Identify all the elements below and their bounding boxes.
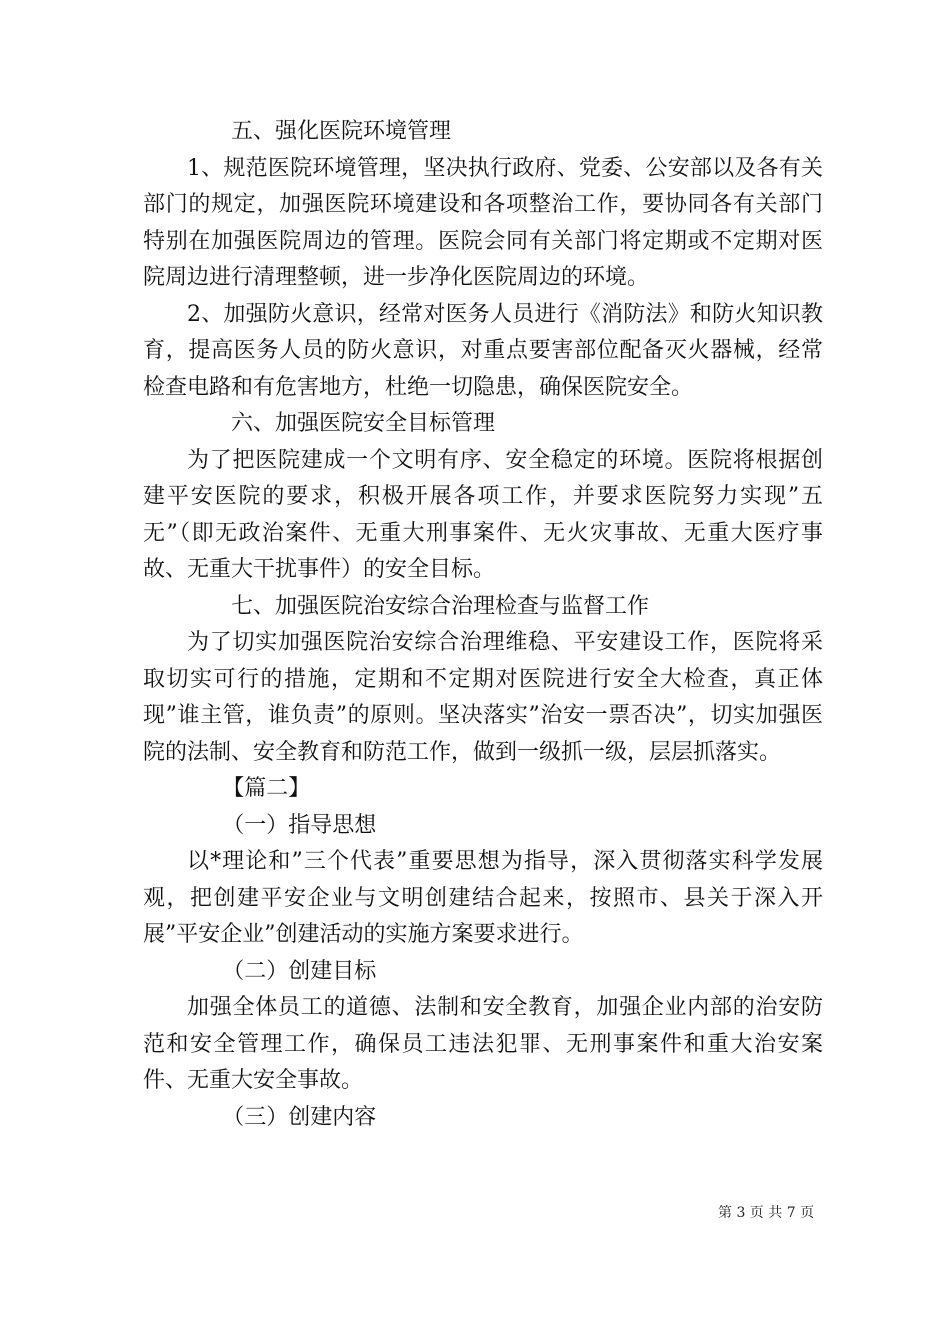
section-heading-7: 七、加强医院治安综合治理检查与监督工作 <box>231 593 650 619</box>
paragraph-guiding-ideology: 以*理论和”三个代表”重要思想为指导，深入贯彻落实科学发展观，把创建平安企业与文明创建结合起来，按照市、县关于深入开展”平安企业”创建活动的实施方案要求进行。 <box>143 849 823 947</box>
paragraph-fire-awareness: 2、加强防火意识，经常对医务人员进行《消防法》和防火知识教育，提高医务人员的防火意识，对重点要害部位配备灭火器械，经常检查电路和有危害地方，杜绝一切隐患，确保医院安全。 <box>143 301 823 400</box>
paragraph-goals: 加强全体员工的道德、法制和安全教育，加强企业内部的治安防范和安全管理工作，确保员工违法犯罪、无刑事案件和重大治安案件、无重大安全事故。 <box>143 995 823 1093</box>
section-heading-6: 六、加强医院安全目标管理 <box>231 411 496 436</box>
paragraph-safety-goals: 为了把医院建成一个文明有序、安全稳定的环境。医院将根据创建平安医院的要求，积极开展各项工作，并要求医院努力实现”五无”（即无政治案件、无重大刑事案件、无火灾事故、无重大医疗事故、无重大干扰事件）的安全目标。 <box>143 447 823 582</box>
subheading-guiding-ideology: （一）指导思想 <box>222 812 377 838</box>
document-body <box>143 114 823 1136</box>
part-two-heading: 【篇二】 <box>222 776 311 801</box>
paragraph-inspection-supervision: 为了切实加强医院治安综合治理维稳、平安建设工作，医院将采取切实可行的措施，定期和不定期对医院进行安全大检查，真正体现”谁主管，谁负责”的原则。坚决落实”治安一票否决”，切实加强医院的法制、安全教育和防范工作，做到一级抓一级，层层抓落实。 <box>143 630 823 765</box>
subheading-content: （三）创建内容 <box>222 1104 377 1130</box>
page-number-footer: 第 3 页 共 7 页 <box>718 1205 815 1221</box>
section-heading-5: 五、强化医院环境管理 <box>231 119 452 144</box>
paragraph-environment-management: 1、规范医院环境管理，坚决执行政府、党委、公安部以及各有关部门的规定，加强医院环境建设和各项整治工作，要协同各有关部门特别在加强医院周边的管理。医院会同有关部门将定期或不定期对医院周边进行清理整顿，进一步净化医院周边的环境。 <box>143 155 823 290</box>
subheading-goals: （二）创建目标 <box>222 958 377 984</box>
